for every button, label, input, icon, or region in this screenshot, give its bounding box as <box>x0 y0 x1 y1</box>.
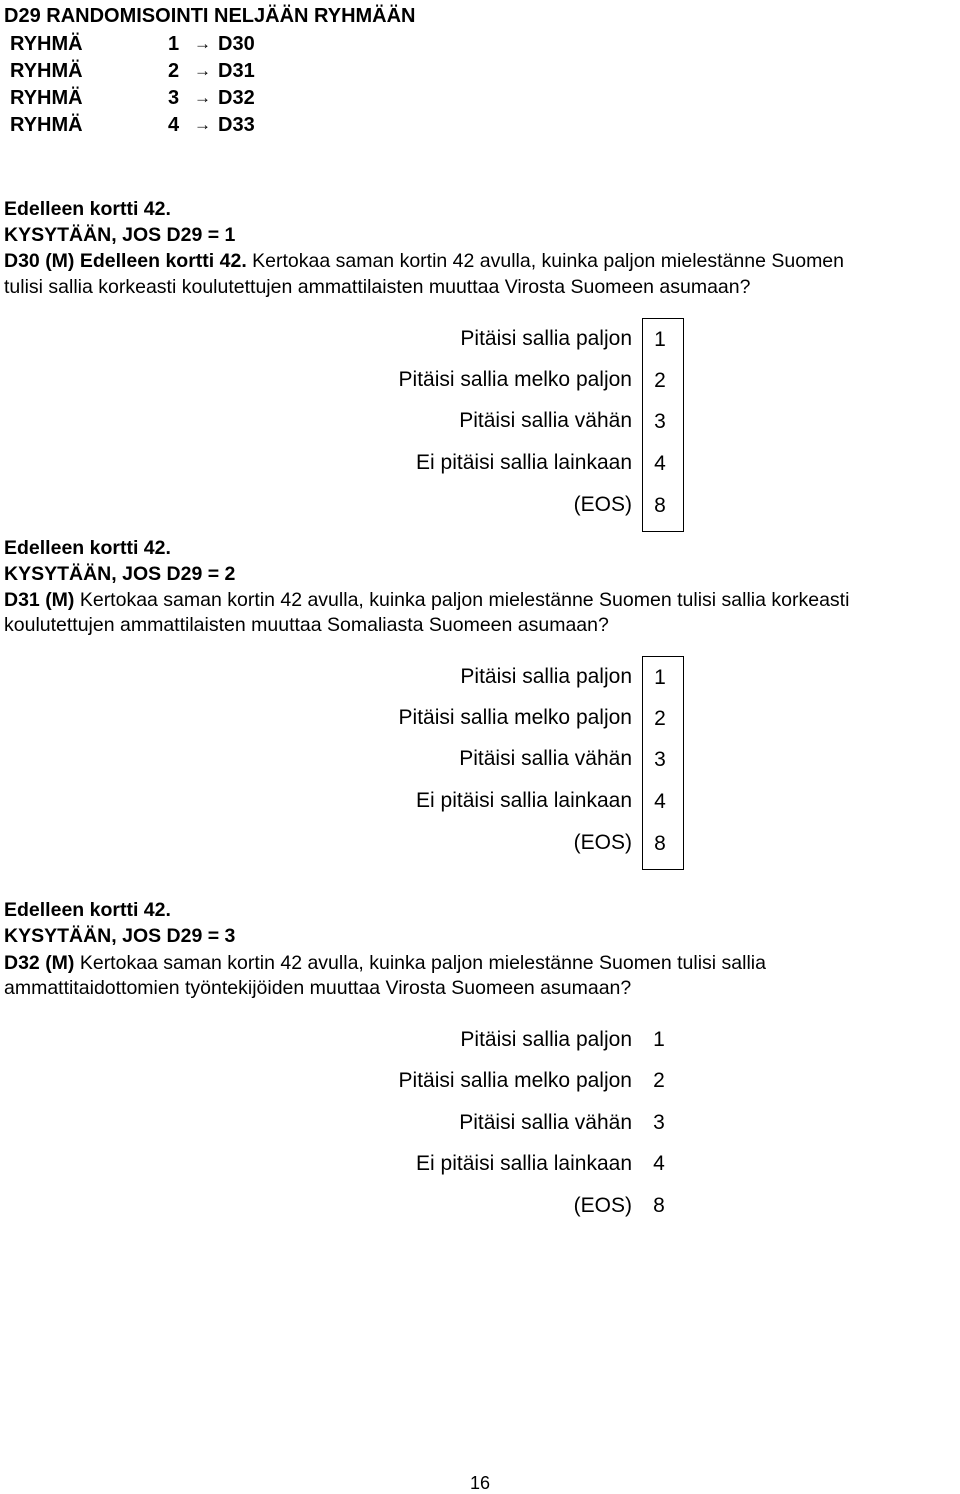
option-code: 2 <box>653 1069 665 1092</box>
card-note: Edelleen kortti 42. <box>4 537 171 559</box>
question-text <box>4 248 844 274</box>
group-label: RYHMÄ <box>10 114 83 136</box>
question-line: tulisi sallia korkeasti koulutettujen ammattilaisten muuttaa Virosta Suomeen asumaan? <box>4 276 751 298</box>
option-code: 4 <box>653 1152 665 1175</box>
option-label: Pitäisi sallia melko paljon <box>398 1069 632 1092</box>
question-id: D30 (M) Edelleen kortti 42. <box>4 250 247 272</box>
question-line: Kertokaa saman kortin 42 avulla, kuinka paljon mielestänne Suomen <box>246 250 844 272</box>
option-code: 3 <box>654 410 666 433</box>
option-code: 3 <box>653 1111 665 1134</box>
group-target: D30 <box>218 33 255 55</box>
group-target: D32 <box>218 87 255 109</box>
group-number: 3 <box>168 87 180 109</box>
arrow-right-icon: → <box>194 88 211 107</box>
option-label: Ei pitäisi sallia lainkaan <box>416 451 632 474</box>
option-code: 1 <box>654 328 666 351</box>
arrow-right-icon: → <box>194 61 211 80</box>
option-label: (EOS) <box>573 493 632 516</box>
option-label: Pitäisi sallia paljon <box>460 327 632 350</box>
option-label: (EOS) <box>573 1194 632 1217</box>
option-label: Pitäisi sallia melko paljon <box>398 706 632 729</box>
option-code: 4 <box>654 790 666 813</box>
option-label: Ei pitäisi sallia lainkaan <box>416 789 632 812</box>
group-label: RYHMÄ <box>10 87 83 109</box>
group-number: 1 <box>168 33 180 55</box>
option-label: (EOS) <box>573 831 632 854</box>
question-id: D31 (M) <box>4 589 75 611</box>
group-number: 2 <box>168 60 180 82</box>
option-label: Pitäisi sallia vähän <box>459 1111 632 1134</box>
card-note: Edelleen kortti 42. <box>4 198 171 220</box>
question-line: ammattitaidottomien työntekijöiden muuttaa Virosta Suomeen asumaan? <box>4 977 632 999</box>
group-label: RYHMÄ <box>10 60 83 82</box>
option-code: 8 <box>653 1194 665 1217</box>
page-number: 16 <box>469 1473 491 1493</box>
condition-note: KYSYTÄÄN, JOS D29 = 1 <box>4 224 236 246</box>
option-label: Ei pitäisi sallia lainkaan <box>416 1152 632 1175</box>
condition-note: KYSYTÄÄN, JOS D29 = 3 <box>4 925 236 947</box>
page-title: D29 RANDOMISOINTI NELJÄÄN RYHMÄÄN <box>4 5 416 27</box>
card-note: Edelleen kortti 42. <box>4 899 171 921</box>
code-box <box>642 318 684 532</box>
code-box <box>642 656 684 870</box>
option-code: 1 <box>654 666 666 689</box>
condition-note: KYSYTÄÄN, JOS D29 = 2 <box>4 563 236 585</box>
option-label: Pitäisi sallia vähän <box>459 409 632 432</box>
option-code: 1 <box>653 1028 665 1051</box>
option-code: 2 <box>654 707 666 730</box>
question-text <box>4 950 766 976</box>
group-label: RYHMÄ <box>10 33 83 55</box>
group-target: D31 <box>218 60 255 82</box>
option-label: Pitäisi sallia paljon <box>460 665 632 688</box>
group-target: D33 <box>218 114 255 136</box>
question-id: D32 (M) <box>4 952 75 974</box>
option-label: Pitäisi sallia vähän <box>459 747 632 770</box>
option-label: Pitäisi sallia melko paljon <box>398 368 632 391</box>
arrow-right-icon: → <box>194 115 211 134</box>
option-code: 8 <box>654 832 666 855</box>
option-code: 2 <box>654 369 666 392</box>
question-text <box>4 587 849 613</box>
option-code: 3 <box>654 748 666 771</box>
question-line: Kertokaa saman kortin 42 avulla, kuinka paljon mielestänne Suomen tulisi sallia korkeasti <box>74 589 850 611</box>
group-number: 4 <box>168 114 180 136</box>
option-label: Pitäisi sallia paljon <box>460 1028 632 1051</box>
option-code: 8 <box>654 494 666 517</box>
option-code: 4 <box>654 452 666 475</box>
question-line: Kertokaa saman kortin 42 avulla, kuinka paljon mielestänne Suomen tulisi sallia <box>74 952 766 974</box>
question-line: koulutettujen ammattilaisten muuttaa Somaliasta Suomeen asumaan? <box>4 614 609 636</box>
arrow-right-icon: → <box>194 34 211 53</box>
